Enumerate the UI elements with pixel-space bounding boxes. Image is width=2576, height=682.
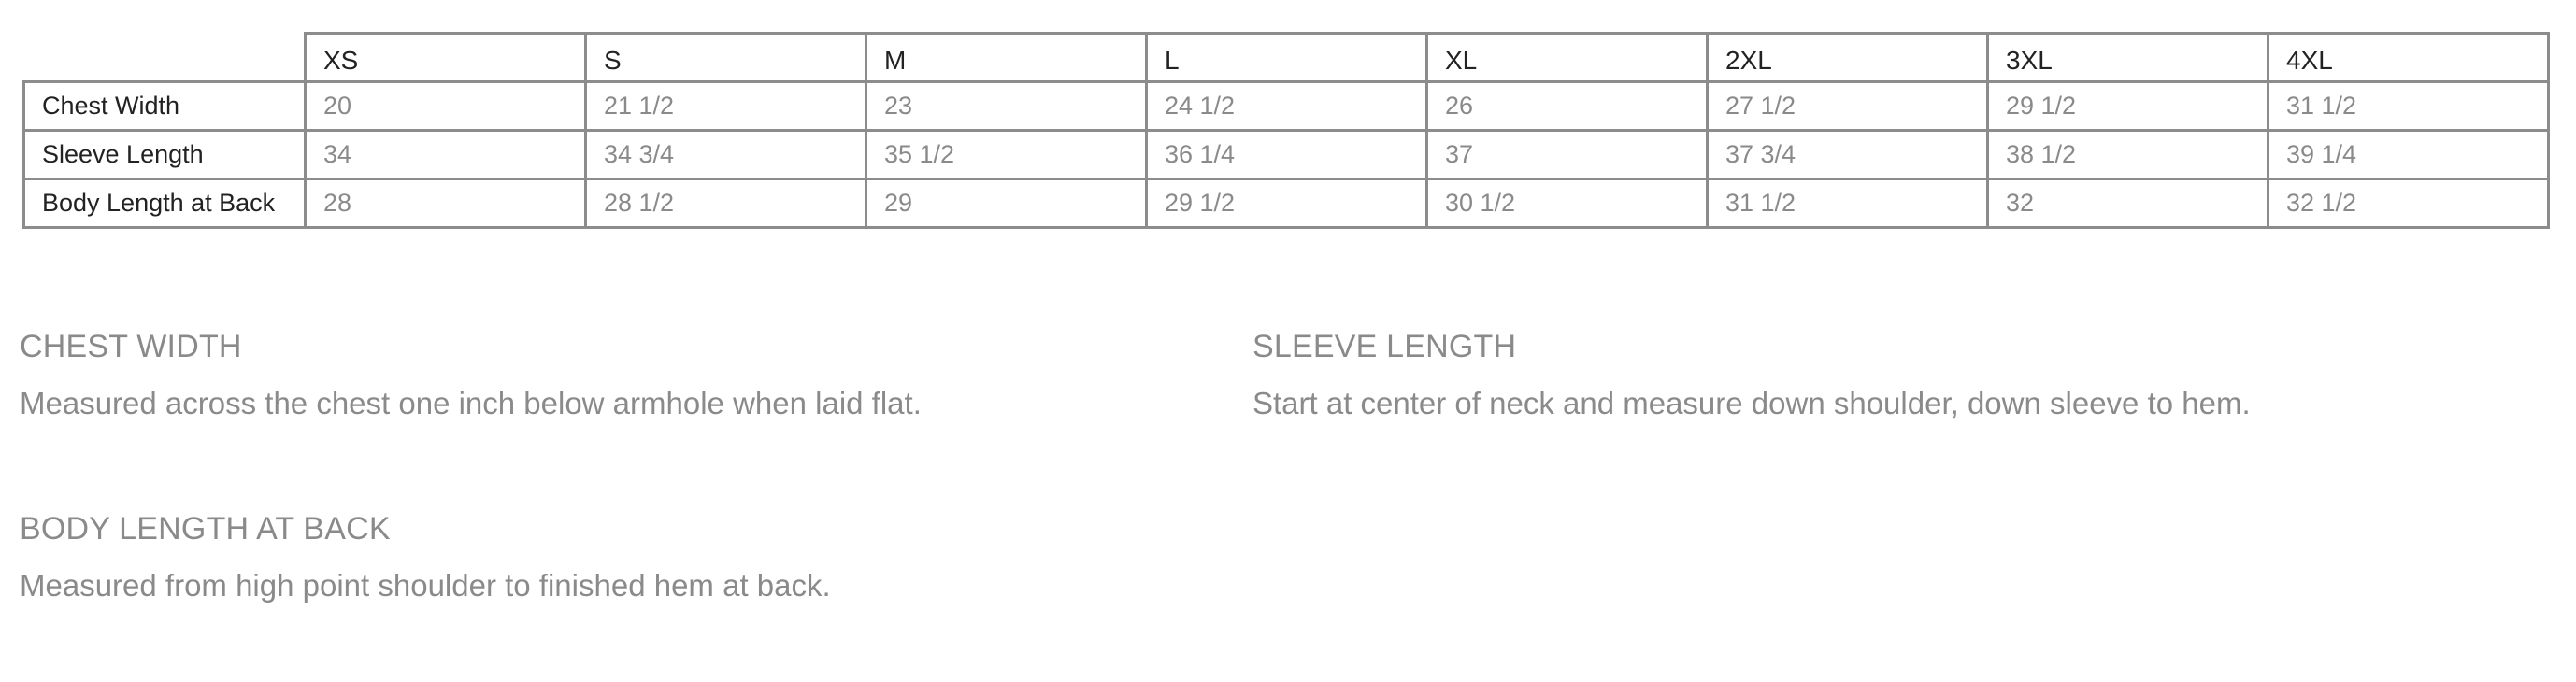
body-length-at-back-heading: BODY LENGTH AT BACK [20,511,391,547]
table-cell: 29 1/2 [1988,82,2268,131]
size-header-l: L [1147,34,1427,82]
row-label-chest-width: Chest Width [24,82,306,131]
sleeve-length-heading: SLEEVE LENGTH [1252,329,1517,364]
row-label-sleeve-length: Sleeve Length [24,131,306,179]
table-cell: 23 [866,82,1147,131]
size-header-m: M [866,34,1147,82]
empty-corner-cell [24,34,306,82]
table-cell: 29 [866,179,1147,228]
table-cell: 20 [306,82,586,131]
table-cell: 24 1/2 [1147,82,1427,131]
table-cell: 39 1/4 [2268,131,2549,179]
table-cell: 27 1/2 [1708,82,1988,131]
table-cell: 26 [1427,82,1708,131]
table-row-body-length-at-back [24,179,2549,228]
table-cell: 21 1/2 [586,82,866,131]
size-header-xl: XL [1427,34,1708,82]
table-cell: 32 1/2 [2268,179,2549,228]
row-label-body-length-at-back: Body Length at Back [24,179,306,228]
size-chart-table [22,32,2550,229]
table-cell: 31 1/2 [1708,179,1988,228]
table-cell: 28 [306,179,586,228]
chest-width-description: Measured across the chest one inch below armhole when laid flat. [20,386,922,420]
table-row-sleeve-length [24,131,2549,179]
table-cell: 37 [1427,131,1708,179]
table-row-chest-width [24,82,2549,131]
size-header-s: S [586,34,866,82]
table-cell: 32 [1988,179,2268,228]
table-cell: 29 1/2 [1147,179,1427,228]
body-length-at-back-description: Measured from high point shoulder to finished hem at back. [20,568,831,603]
size-header-2xl: 2XL [1708,34,1988,82]
table-cell: 37 3/4 [1708,131,1988,179]
size-header-4xl: 4XL [2268,34,2549,82]
table-cell: 36 1/4 [1147,131,1427,179]
table-cell: 34 3/4 [586,131,866,179]
table-cell: 35 1/2 [866,131,1147,179]
size-header-xs: XS [306,34,586,82]
size-header-row [24,34,2549,82]
table-cell: 30 1/2 [1427,179,1708,228]
sleeve-length-description: Start at center of neck and measure down shoulder, down sleeve to hem. [1252,386,2251,420]
table-cell: 31 1/2 [2268,82,2549,131]
size-header-3xl: 3XL [1988,34,2268,82]
table-cell: 38 1/2 [1988,131,2268,179]
chest-width-heading: CHEST WIDTH [20,329,242,364]
table-cell: 34 [306,131,586,179]
table-cell: 28 1/2 [586,179,866,228]
